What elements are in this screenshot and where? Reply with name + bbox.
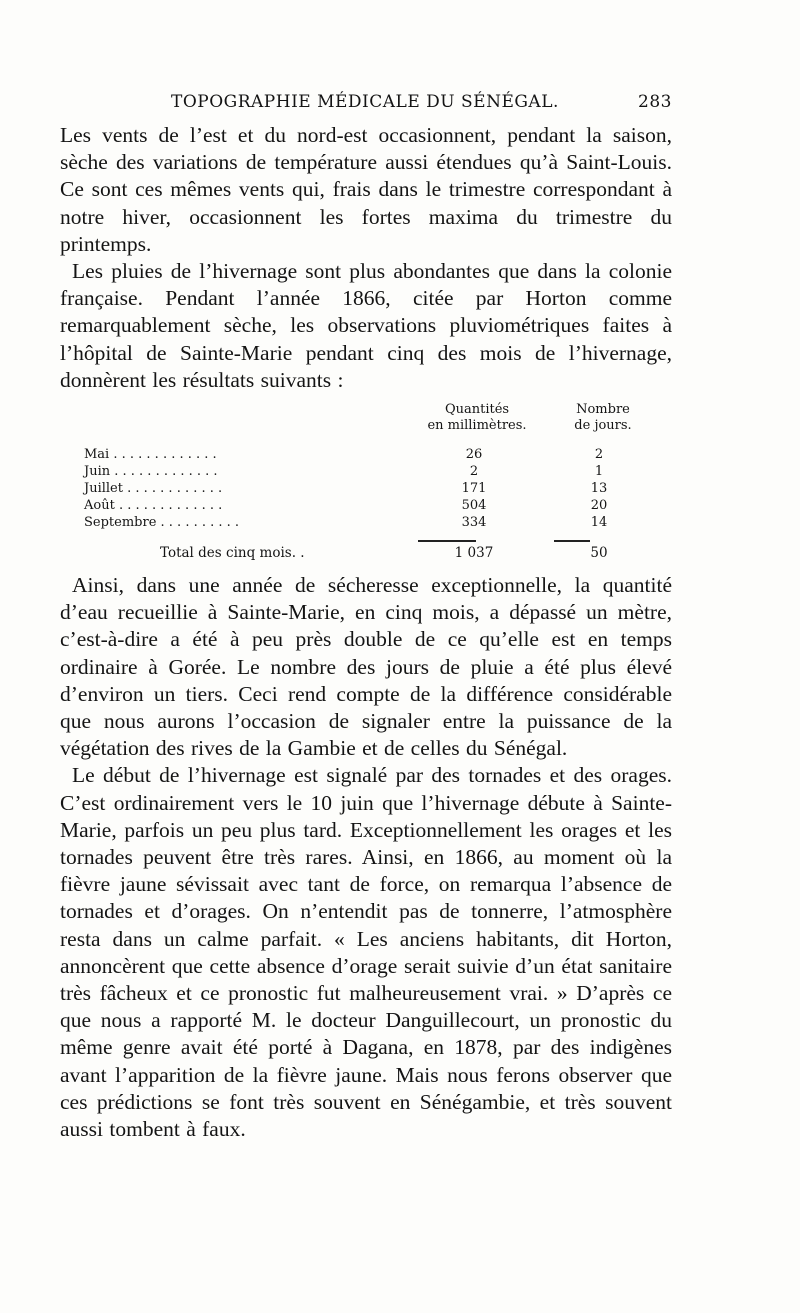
table-row bbox=[84, 446, 644, 463]
rain-days: 1 bbox=[594, 464, 604, 480]
total-mm: 1 037 bbox=[454, 545, 494, 562]
column-header-days: Nombre de jours. bbox=[574, 402, 632, 434]
rain-mm: 2 bbox=[469, 464, 479, 480]
column-header-quantity: Quantités en millimètres. bbox=[427, 402, 527, 434]
rain-mm: 504 bbox=[461, 498, 487, 514]
paragraph-storms: Le début de l’hivernage est signalé par des tornades et des orages. C’est ordinairement vers le 10 juin que l’hivernage débute à Sainte-Marie, parfois un peu plus tard. Exceptionnellement les orages et les tornades peuvent être très rares. Ainsi, en 1866, au moment où la fièvre jaune sévissait avec tant de force, on remarqua l’absence de tornades et d’orages. On n’entendit pas de tonnerre, l’atmosphère resta dans un calme parfait. « Les anciens habitants, dit Horton, annoncèrent que cette absence d’orage serait suivie d’un état sanitaire très fâcheux et ce pronostic fut malheureusement vrai. » D’après ce que nous a rapporté M. le docteur Danguillecourt, un pronostic du même genre avait été porté à Dagana, en 1878, par des indigènes avant l’apparition de la fièvre jaune. Mais nous ferons observer que ces prédictions se font très souvent en Sénégambie, et très souvent aussi tombent à faux. bbox=[60, 763, 672, 1142]
month-label: Juin . . . . . . . . . . . . . bbox=[84, 464, 218, 480]
running-header bbox=[60, 92, 672, 118]
rain-days: 14 bbox=[590, 515, 608, 531]
table-row bbox=[84, 514, 644, 531]
rain-mm: 334 bbox=[461, 515, 487, 531]
total-label: Total des cinq mois. . bbox=[160, 545, 305, 562]
month-label: Septembre . . . . . . . . . . bbox=[84, 515, 240, 531]
sum-rule-mm bbox=[418, 540, 476, 542]
table-row bbox=[84, 497, 644, 514]
table-row bbox=[84, 463, 644, 480]
rain-days: 20 bbox=[590, 498, 608, 514]
table-row bbox=[84, 480, 644, 497]
paragraph-rains: Les pluies de l’hivernage sont plus abondantes que dans la colonie française. Pendant l’année 1866, citée par Horton comme remarquablement sèche, les observations pluviométriques faites à l’hôpital de Sainte-Marie pendant cinq des mois de l’hivernage, donnèrent les résultats suivants : bbox=[60, 259, 672, 392]
month-label: Juillet . . . . . . . . . . . . bbox=[84, 481, 223, 497]
rain-mm: 171 bbox=[461, 481, 487, 497]
paragraph-winds: Les vents de l’est et du nord-est occasionnent, pendant la saison, sèche des variations de température aussi étendues qu’à Saint-Louis. Ce sont ces mêmes vents qui, frais dans le trimestre correspondant à notre hiver, occasionnent les fortes maxima du trimestre du printemps. bbox=[60, 123, 672, 256]
sum-rule-days bbox=[554, 540, 590, 542]
page bbox=[60, 92, 672, 1143]
rainfall-table bbox=[60, 402, 672, 614]
rain-days: 2 bbox=[594, 447, 604, 463]
month-label: Mai . . . . . . . . . . . . . bbox=[84, 447, 217, 463]
rain-days: 13 bbox=[590, 481, 608, 497]
page-number: 283 bbox=[638, 92, 672, 112]
paragraph-drought: Ainsi, dans une année de sécheresse exceptionnelle, la quantité d’eau recueillie à Sainte-Marie, en cinq mois, a dépassé un mètre, c’est-à-dire a été à peu près double de ce qu’elle est en temps ordinaire à Gorée. Le nombre des jours de pluie a été plus élevé d’environ un tiers. Ceci rend compte de la différence considérable que nous aurons l’occasion de signaler entre la puissance de la végétation des rives de la Gambie et de celles du Sénégal. bbox=[60, 573, 672, 761]
total-days: 50 bbox=[590, 545, 608, 562]
rain-mm: 26 bbox=[465, 447, 483, 463]
running-title: TOPOGRAPHIE MÉDICALE DU SÉNÉGAL. bbox=[171, 92, 559, 112]
table-total-row bbox=[160, 545, 660, 563]
month-label: Août . . . . . . . . . . . . . bbox=[84, 498, 223, 514]
